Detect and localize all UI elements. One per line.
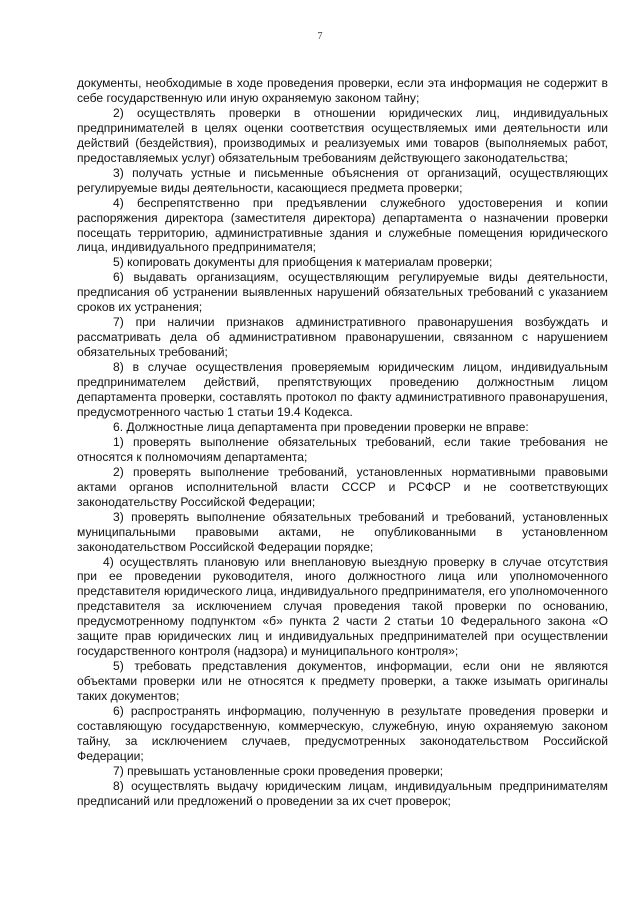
paragraph-continuation: документы, необходимые в ходе проведения проверки, если эта информация не содержит в себе государственную или иную охраняемую законом тайну;	[77, 76, 608, 105]
paragraph-prohibition-2: 2) проверять выполнение требований, установленных нормативными правовыми актами органов исполнительной власти СССР и РСФСР и не соответствующих законодательству Российской Федерации;	[77, 464, 608, 509]
paragraph-prohibition-3: 3) проверять выполнение обязательных требований и требований, установленных муниципальными правовыми актами, не опубликованными в установленном законодательством Российской Федерации порядке;	[77, 509, 608, 554]
page-number: 7	[317, 31, 323, 42]
paragraph-prohibition-4: 4) осуществлять плановую или внеплановую выездную проверку в случае отсутствия при ее проведении руководителя, иного должностного лица или уполномоченного представителя юридического лица, индивидуального предпринимателя, его уполномоченного представителя за исключением случая проведения такой проверки по основанию, предусмотренному подпунктом «б» пункта 2 части 2 статьи 10 Федерального закона «О защите прав юридических лиц и индивидуальных предпринимателей при осуществлении государственного контроля (надзора) и муниципального контроля»;	[77, 554, 608, 659]
section-6-heading: 6. Должностные лица департамента при проведении проверки не вправе:	[113, 419, 529, 434]
paragraph-prohibition-7: 7) превышать установленные сроки проведения проверки;	[113, 763, 444, 778]
paragraph-item-2: 2) осуществлять проверки в отношении юридических лиц, индивидуальных предпринимателей в целях оценки соответствия осуществляемых ими деятельности или действий (бездействия), производимых и реализуемых ими товаров (выполняемых работ, предоставляемых услуг) обязательным требованиям действующего законодательства;	[77, 105, 608, 165]
paragraph-item-5: 5) копировать документы для приобщения к материалам проверки;	[113, 255, 493, 270]
paragraph-prohibition-8: 8) осуществлять выдачу юридическим лицам, индивидуальным предпринимателям предписаний или предложений о проведении за их счет проверок;	[77, 778, 608, 808]
paragraph-item-4: 4) беспрепятственно при предъявлении служебного удостоверения и копии распоряжения директора (заместителя директора) департамента о назначении проверки посещать территорию, административные здания и служебные помещения юридического лица, индивидуального предпринимателя;	[77, 195, 608, 255]
paragraph-item-3: 3) получать устные и письменные объяснения от организаций, осуществляющих регулируемые виды деятельности, касающиеся предмета проверки;	[77, 165, 608, 195]
paragraph-prohibition-1: 1) проверять выполнение обязательных требований, если такие требования не относятся к полномочиям департамента;	[77, 434, 608, 464]
document-body	[77, 76, 608, 809]
paragraph-item-7: 7) при наличии признаков административного правонарушения возбуждать и рассматривать дела об административном правонарушении, связанном с нарушением обязательных требований;	[77, 315, 608, 360]
paragraph-prohibition-6: 6) распространять информацию, полученную в результате проведения проверки и составляющую государственную, коммерческую, служебную, иную охраняемую законом тайну, за исключением случаев, предусмотренных законодательством Российской Федерации;	[77, 704, 608, 763]
paragraph-item-6: 6) выдавать организациям, осуществляющим регулируемые виды деятельности, предписания об устранении выявленных нарушений обязательных требований с указанием сроков их устранения;	[77, 270, 608, 315]
paragraph-item-8: 8) в случае осуществления проверяемым юридическим лицом, индивидуальным предпринимателем действий, препятствующих проведению должностным лицом департамента проверки, составлять протокол по факту административного правонарушения, предусмотренного частью 1 статьи 19.4 Кодекса.	[77, 360, 608, 419]
paragraph-prohibition-5: 5) требовать представления документов, информации, если они не являются объектами проверки или не относятся к предмету проверки, а также изымать оригиналы таких документов;	[77, 659, 608, 704]
